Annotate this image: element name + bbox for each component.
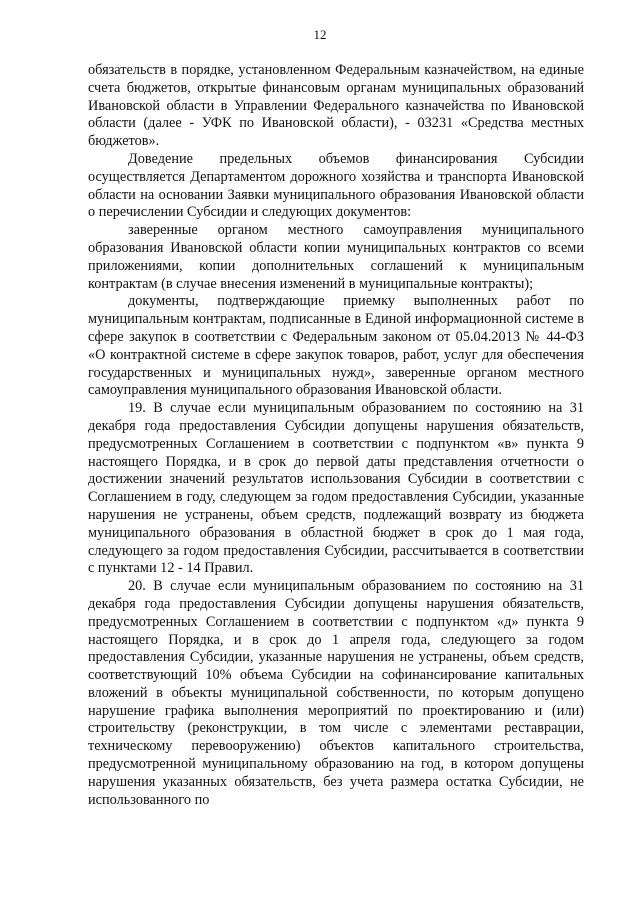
document-body xyxy=(88,62,584,809)
paragraph-funding-limits: Доведение предельных объемов финансирования Субсидии осуществляется Департаментом дорожного хозяйства и транспорта Ивановской области на основании Заявки муниципального образования Ивановской области о перечислении Субсидии и следующих документов: xyxy=(88,150,584,221)
page-number: 12 xyxy=(313,27,327,42)
paragraph-contract-copies: заверенные органом местного самоуправления муниципального образования Ивановской области копии муниципальных контрактов со всеми приложениями, копии дополнительных соглашений к муниципальным контрактам (в случае внесения изменений в муниципальные контракты); xyxy=(88,222,584,292)
paragraph-acceptance-documents: документы, подтверждающие приемку выполненных работ по муниципальным контрактам, подписанные в Единой информационной системе в сфере закупок в соответствии с Федеральным законом от 05.04.2013 № 44-ФЗ «О контрактной системе в сфере закупок товаров, работ, услуг для обеспечения государственных и муниципальных нужд», заверенные органом местного самоуправления муниципального образования Ивановской области. xyxy=(88,293,584,399)
paragraph-clause-20: 20. В случае если муниципальным образованием по состоянию на 31 декабря года предоставления Субсидии допущены нарушения обязательств, предусмотренных Соглашением в соответствии с подпунктом «д» пункта 9 настоящего Порядка, и в срок до 1 апреля года, следующего за годом предоставления Субсидии, указанные нарушения не устранены, объем средств, соответствующий 10% объема Субсидии на софинансирование капитальных вложений в объекты муниципальной собственности, по которым допущено нарушение графика выполнения мероприятий по проектированию и (или) строительству (реконструкции, в том числе с элементами реставрации, техническому перевооружению) объектов капитального строительства, предусмотренной муниципальному образованию на год, в котором допущены нарушения указанных обязательств, без учета размера остатка Субсидии, не использованного по xyxy=(88,578,584,808)
paragraph-treasury-accounts: обязательств в порядке, установленном Федеральным казначейством, на единые счета бюджетов, открытые финансовым органам муниципальных образований Ивановской области в Управлении Федерального казначейства по Ивановской области (далее - УФК по Ивановской области), - 03231 «Средства местных бюджетов». xyxy=(88,62,584,150)
paragraph-clause-19: 19. В случае если муниципальным образованием по состоянию на 31 декабря года предоставления Субсидии допущены нарушения обязательств, предусмотренных Соглашением в соответствии с подпунктом «в» пункта 9 настоящего Порядка, и в срок до первой даты представления отчетности о достижении значений результатов использования Субсидии в соответствии с Соглашением в году, следующем за годом предоставления Субсидии, указанные нарушения не устранены, объем средств, подлежащий возврату из бюджета муниципального образования в областной бюджет в срок до 1 мая года, следующего за годом предоставления Субсидии, рассчитывается в соответствии с пунктами 12 - 14 Правил. xyxy=(88,400,584,577)
